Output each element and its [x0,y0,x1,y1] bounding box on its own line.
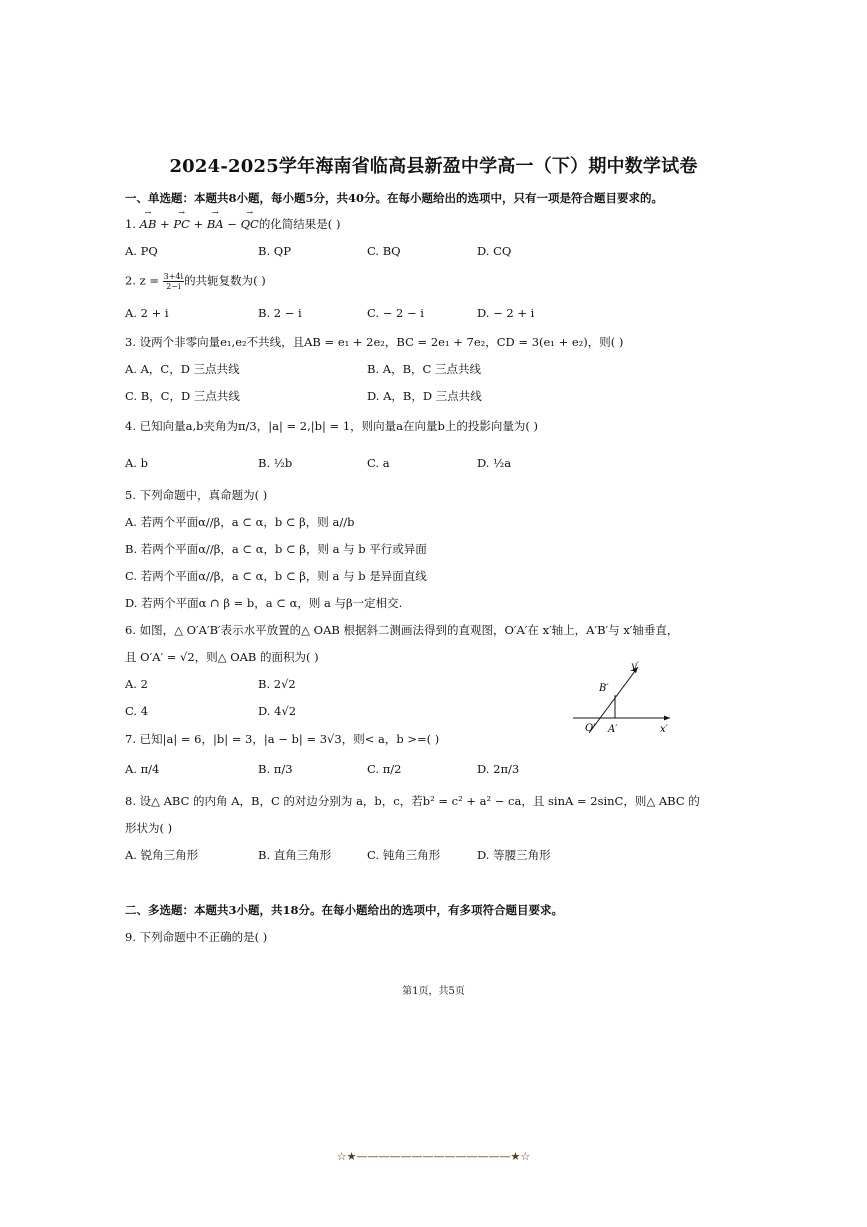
q6-option-a[interactable]: A. 2 [125,677,148,691]
q2-frac-den: 2−i [166,282,181,291]
q7-option-b[interactable]: B. π/3 [258,762,293,776]
q1-stem-text: 的化简结果是( ) [258,217,341,231]
question-9-stem: 9. 下列命题中不正确的是( ) [125,930,268,944]
x-axis-arrow [664,716,670,721]
q8-option-b[interactable]: B. 直角三角形 [258,848,332,862]
q2-prefix: 2. z = [125,273,163,288]
decorative-star-divider: ☆★——————————————★☆ [336,1150,531,1163]
q4-option-a[interactable]: A. b [125,456,148,470]
question-1-stem: 1. → AB + → PC + → BA − → QC的化简结果是( ) [125,216,340,232]
q2-option-b[interactable]: B. 2 − i [258,306,302,320]
question-4-stem: 4. 已知向量a,b夹角为π/3，|a| = 2,|b| = 1，则向量a在向量b上的投影向量为( ) [125,419,538,433]
oblique-projection-figure [565,655,680,740]
q2-frac-num: 3+4i [163,272,184,281]
q1-option-a[interactable]: A. PQ [125,244,158,258]
section-single-choice-header: 一、单选题：本题共8小题，每小题5分，共40分。在每小题给出的选项中，只有一项是符合题目要求的。 [125,191,664,205]
q6-option-b[interactable]: B. 2√2 [258,677,296,691]
q3-option-c[interactable]: C. B，C，D 三点共线 [125,389,240,403]
q4-option-c[interactable]: C. a [367,456,390,470]
q2-option-c[interactable]: C. − 2 − i [367,306,424,320]
page-title: 2024-2025学年海南省临高县新盈中学高一（下）期中数学试卷 [169,156,698,177]
q4-option-b[interactable]: B. ½b [258,456,293,470]
q2-option-d[interactable]: D. − 2 + i [477,306,535,320]
q6-option-c[interactable]: C. 4 [125,704,149,718]
q8-option-c[interactable]: C. 钝角三角形 [367,848,441,862]
question-8-stem-line-2: 形状为( ) [125,821,173,835]
label-b-prime: B′ [599,683,609,694]
q7-option-c[interactable]: C. π/2 [367,762,402,776]
q1-option-b[interactable]: B. QP [258,244,291,258]
q2-suffix: 的共轭复数为( ) [184,273,266,288]
q6-option-d[interactable]: D. 4√2 [258,704,297,718]
q1-number: 1. [125,217,140,231]
label-o-prime: O′ [585,723,596,734]
question-6-stem-line-1: 6. 如图，△ O′A′B′表示水平放置的△ OAB 根据斜二测画法得到的直观图，O′A′在 x′轴上，A′B′与 x′轴垂直， [125,623,679,637]
page-number-footer: 第1页，共5页 [402,986,465,997]
q8-option-a[interactable]: A. 锐角三角形 [125,848,199,862]
label-x-prime: x′ [660,724,668,735]
q4-option-d[interactable]: D. ½a [477,456,512,470]
q1-option-d[interactable]: D. CQ [477,244,512,258]
q7-option-a[interactable]: A. π/4 [125,762,160,776]
label-a-prime: A′ [608,724,618,735]
q3-option-a[interactable]: A. A，C，D 三点共线 [125,362,240,376]
question-8-stem-line-1: 8. 设△ ABC 的内角 A，B，C 的对边分别为 a，b，c，若b² = c² + a² − ca，且 sinA = 2sinC，则△ ABC 的 [125,794,700,808]
q5-option-d[interactable]: D. 若两个平面α ∩ β = b，a ⊂ α，则 a 与β一定相交. [125,596,403,610]
label-y-prime: y′ [631,661,639,672]
q3-option-b[interactable]: B. A，B，C 三点共线 [367,362,481,376]
q8-option-d[interactable]: D. 等腰三角形 [477,848,551,862]
q2-option-a[interactable]: A. 2 + i [125,306,169,320]
q3-option-d[interactable]: D. A，B，D 三点共线 [367,389,482,403]
question-5-stem: 5. 下列命题中，真命题为( ) [125,488,268,502]
section-multi-choice-header: 二、多选题：本题共3小题，共18分。在每小题给出的选项中，有多项符合题目要求。 [125,903,564,917]
question-6-stem-line-2: 且 O′A′ = √2，则△ OAB 的面积为( ) [125,650,319,664]
q5-option-b[interactable]: B. 若两个平面α//β，a ⊂ α，b ⊂ β，则 a 与 b 平行或异面 [125,542,427,556]
q1-option-c[interactable]: C. BQ [367,244,401,258]
q2-fraction [163,272,184,291]
question-3-stem: 3. 设两个非零向量e₁,e₂不共线，且AB = e₁ + 2e₂，BC = 2e₁ + 7e₂，CD = 3(e₁ + e₂)，则( ) [125,335,624,349]
q5-option-c[interactable]: C. 若两个平面α//β，a ⊂ α，b ⊂ β，则 a 与 b 是异面直线 [125,569,427,583]
question-2-stem [125,272,266,291]
question-7-stem: 7. 已知|a| = 6，|b| = 3，|a − b| = 3√3，则< a，b >=( ) [125,732,440,746]
q7-option-d[interactable]: D. 2π/3 [477,762,520,776]
q5-option-a[interactable]: A. 若两个平面α//β，a ⊂ α，b ⊂ β，则 a//b [125,515,355,529]
